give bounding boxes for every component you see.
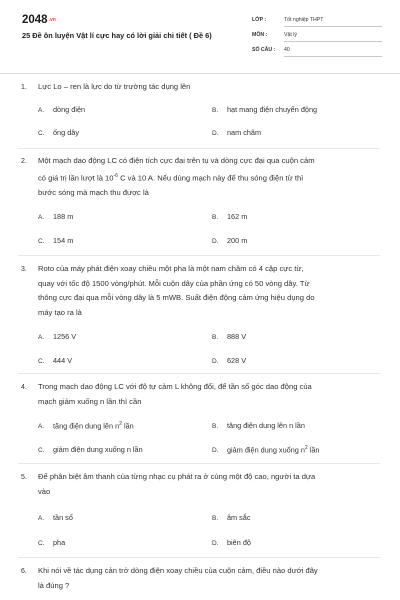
option-a[interactable] xyxy=(38,421,134,430)
question-number: 3. xyxy=(21,266,27,273)
option-d[interactable] xyxy=(212,445,319,454)
option-text: biên độ xyxy=(227,538,251,547)
option-text: âm sắc xyxy=(227,513,251,522)
question-line: máy tạo ra là xyxy=(38,307,82,317)
option-text: tăng điện dung lên n lần xyxy=(227,421,305,430)
question-divider xyxy=(18,463,380,464)
question-line: Một mạch dao động LC có điện tích cực đại trên tụ và dòng cực đại qua cuộn cảm xyxy=(38,156,315,165)
option-text: pha xyxy=(53,538,66,547)
meta-value: Vật lý xyxy=(284,32,382,42)
option-text: tăng điện dung lên n xyxy=(53,421,120,431)
option-c[interactable] xyxy=(38,128,79,137)
option-letter: A. xyxy=(38,214,45,221)
option-letter: A. xyxy=(38,107,45,114)
question-number: 6. xyxy=(21,568,27,575)
option-d[interactable] xyxy=(212,236,247,245)
question-line: vào xyxy=(38,486,51,496)
option-letter: D. xyxy=(212,358,219,365)
option-a[interactable] xyxy=(38,332,76,341)
question-text xyxy=(38,380,378,409)
option-text-tail: lần xyxy=(307,445,320,455)
option-d[interactable] xyxy=(212,356,246,365)
option-c[interactable] xyxy=(38,445,143,454)
option-letter: D. xyxy=(212,238,219,245)
option-letter: C. xyxy=(38,540,45,547)
option-text: giảm điện dung xuống n lần xyxy=(53,445,143,454)
exponent: 2 xyxy=(119,421,122,427)
question-line: Để phân biệt âm thanh của từng nhạc cụ phát ra ở cùng một độ cao, người ta dựa xyxy=(38,472,316,481)
question-number: 5. xyxy=(21,474,27,481)
option-text: giảm điện dung xuống n xyxy=(227,445,305,455)
question-line: Khi nói về tác dụng cản trở dòng điện xoay chiều của cuộn cảm, điều nào dưới đây xyxy=(38,566,318,575)
meta-value: 40 xyxy=(284,47,382,57)
question-line: Lực Lo – ren là lực do từ trường tác dụng lên xyxy=(38,82,191,91)
option-text: nam châm xyxy=(227,128,262,137)
option-text: 188 m xyxy=(53,212,74,221)
option-letter: B. xyxy=(212,214,219,221)
option-d[interactable] xyxy=(212,128,261,137)
question-line: thông cực đại qua mỗi vòng dây là 5 mWB. Suất điện động cảm ứng hiệu dụng do xyxy=(38,293,315,302)
question-line: Trong mạch dao động LC với độ tự cảm L không đổi, để tần số góc dao động của xyxy=(38,382,312,391)
option-letter: D. xyxy=(212,447,219,455)
option-letter: C. xyxy=(38,130,45,137)
option-text: 200 m xyxy=(227,236,248,245)
question-divider xyxy=(18,373,380,374)
question-line-end: C và 10 A. Nếu dùng mạch này để thu sóng điện từ thì xyxy=(117,173,304,183)
question-divider xyxy=(18,255,380,256)
option-letter: D. xyxy=(212,130,219,137)
option-text: 888 V xyxy=(227,332,247,341)
question-line xyxy=(38,169,378,186)
meta-label: MÔN : xyxy=(252,32,268,38)
brand-logo[interactable] xyxy=(22,14,56,26)
option-a[interactable] xyxy=(38,105,85,114)
question-text xyxy=(38,154,378,200)
option-letter: C. xyxy=(38,447,45,454)
option-letter: D. xyxy=(212,540,219,547)
meta-question-count xyxy=(252,47,382,57)
option-text: 444 V xyxy=(53,356,73,365)
option-a[interactable] xyxy=(38,513,73,522)
page-header xyxy=(0,0,400,72)
question-line: bước sóng mà mạch thu được là xyxy=(38,187,149,197)
option-letter: C. xyxy=(38,358,45,365)
option-c[interactable] xyxy=(38,538,65,547)
option-text: 162 m xyxy=(227,212,248,221)
meta-label: LỚP : xyxy=(252,17,267,23)
option-b[interactable] xyxy=(212,105,317,114)
header-divider xyxy=(0,73,400,74)
option-text: ống dây xyxy=(53,128,79,137)
option-text: 1256 V xyxy=(53,332,77,341)
brand-name: 2048 xyxy=(22,14,48,26)
meta-value: Tốt nghiệp THPT xyxy=(284,17,382,27)
option-text: hạt mang điện chuyển động xyxy=(227,105,318,114)
option-text: dòng điện xyxy=(53,105,86,114)
option-c[interactable] xyxy=(38,236,73,245)
option-letter: B. xyxy=(212,515,219,522)
option-text: tần số xyxy=(53,513,73,522)
document-title: 25 Đề ôn luyện Vật lí cực hay có lời giải chi tiết ( Đề 6) xyxy=(22,31,212,40)
option-letter: A. xyxy=(38,334,45,341)
option-text: 154 m xyxy=(53,236,74,245)
question-text xyxy=(38,564,378,593)
option-b[interactable] xyxy=(212,332,246,341)
exponent: 2 xyxy=(304,445,308,451)
option-letter: B. xyxy=(212,107,219,114)
option-a[interactable] xyxy=(38,212,73,221)
question-number: 4. xyxy=(21,384,27,391)
brand-suffix: .vn xyxy=(48,16,56,23)
question-line: quay với tốc độ 1500 vòng/phút. Mỗi cuộn dây của phần ứng có 50 vòng dây. Từ xyxy=(38,278,310,288)
question-divider xyxy=(18,557,380,558)
option-b[interactable] xyxy=(212,513,251,522)
option-text: 628 V xyxy=(227,356,247,365)
option-letter: C. xyxy=(38,238,45,245)
option-text-tail: lần xyxy=(121,421,134,431)
question-text xyxy=(38,262,378,320)
option-letter: B. xyxy=(212,334,219,341)
question-text xyxy=(38,80,378,95)
question-line: mạch giảm xuống n lần thì cần xyxy=(38,396,142,406)
question-line: Roto của máy phát điện xoay chiều một pha là một nam châm có 4 cặp cực từ, xyxy=(38,264,304,273)
option-b[interactable] xyxy=(212,421,305,430)
option-letter: A. xyxy=(38,423,45,431)
exponent: -6 xyxy=(113,172,118,179)
option-c[interactable] xyxy=(38,356,72,365)
option-b[interactable] xyxy=(212,212,247,221)
option-d[interactable] xyxy=(212,538,251,547)
meta-class xyxy=(252,17,382,27)
question-text xyxy=(38,470,378,499)
option-letter: A. xyxy=(38,515,45,522)
meta-label: SỐ CÂU : xyxy=(252,47,276,53)
question-divider xyxy=(18,148,380,149)
option-letter: B. xyxy=(212,423,219,430)
question-line: là đúng ? xyxy=(38,580,70,590)
meta-subject xyxy=(252,32,382,42)
question-number: 2. xyxy=(21,158,27,165)
question-number: 1. xyxy=(21,84,27,91)
question-line-start: có giá trị lần lượt là 10 xyxy=(38,173,114,183)
